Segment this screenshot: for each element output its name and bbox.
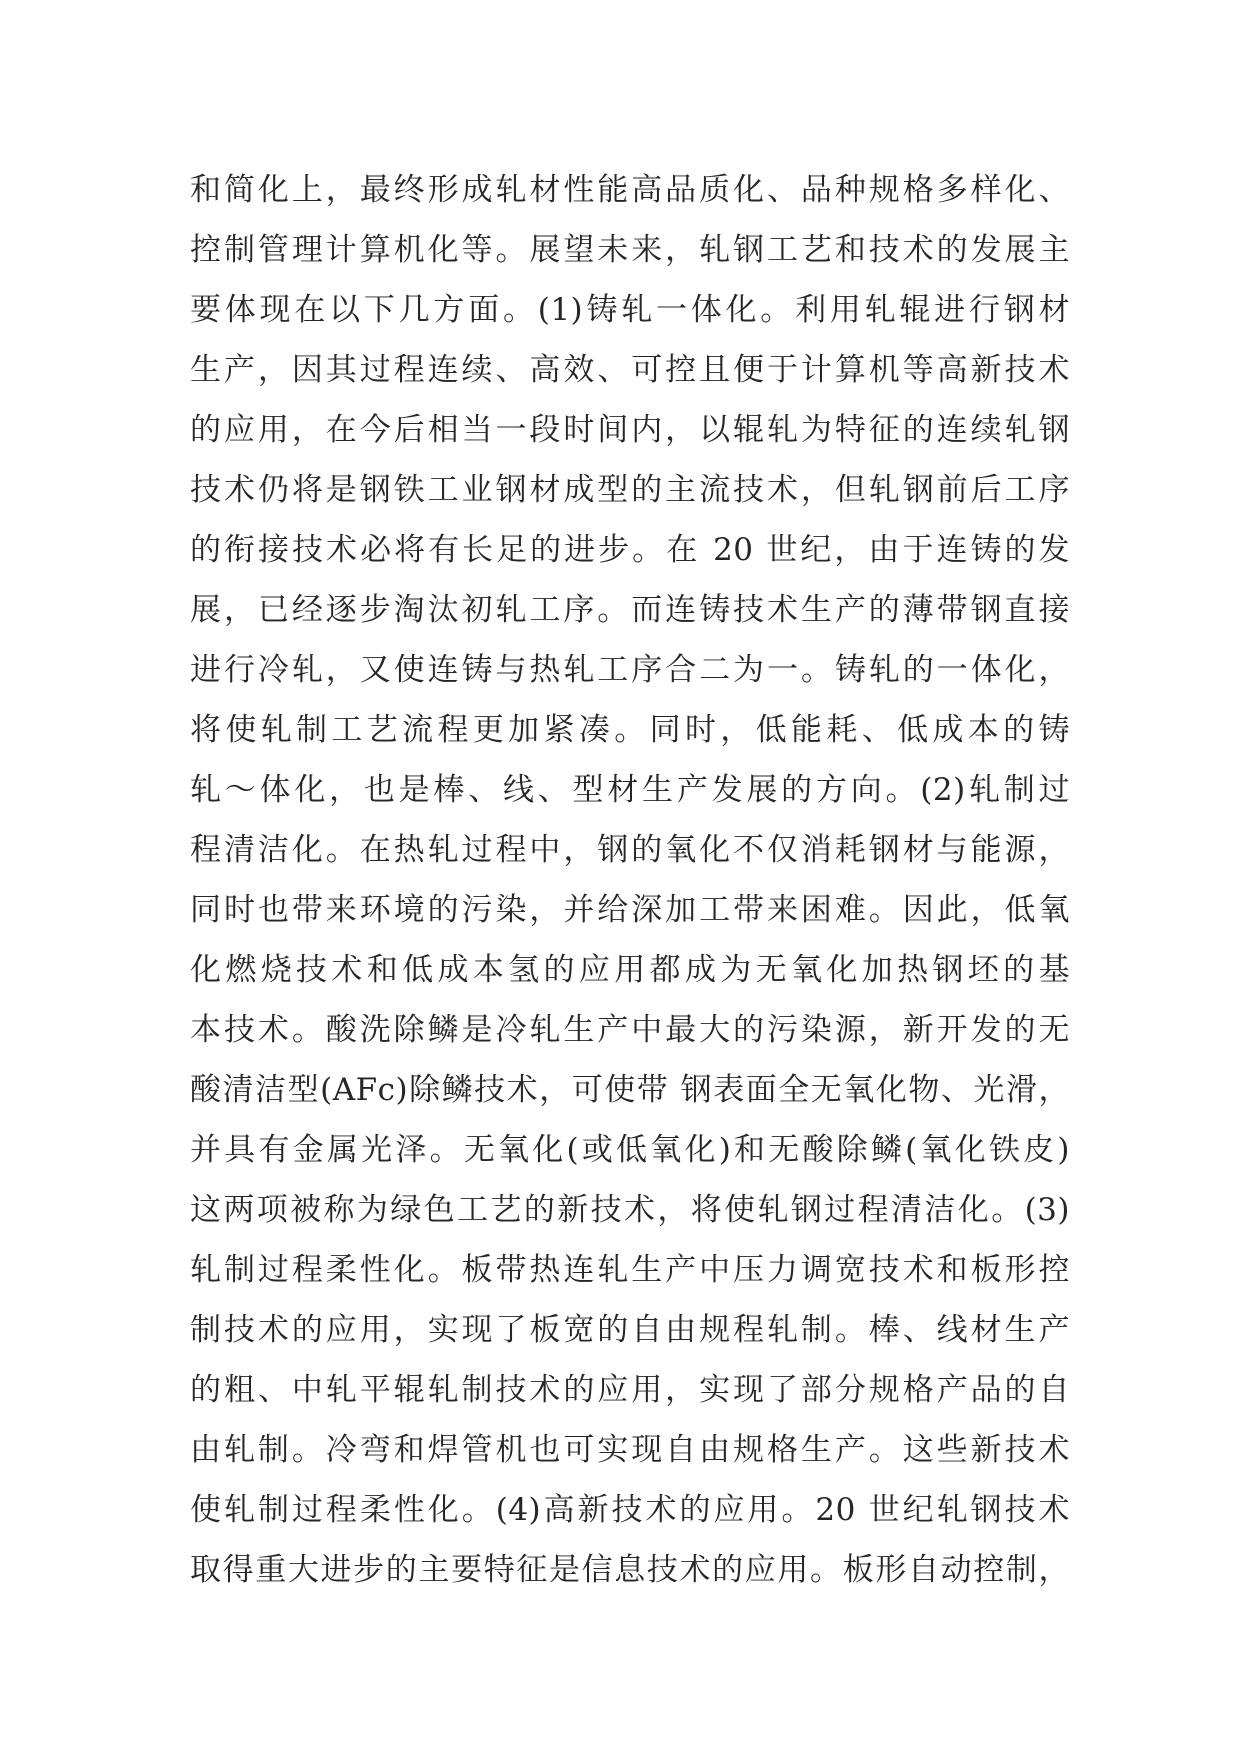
text-line: 酸清洁型(AFc)除鳞技术，可使带 钢表面全无氧化物、光滑， <box>190 1072 1070 1108</box>
text-line: 的应用，在今后相当一段时间内，以辊轧为特征的连续轧钢 <box>190 412 1070 448</box>
body-text <box>190 160 1070 1600</box>
text-line: 并具有金属光泽。无氧化(或低氧化)和无酸除鳞(氧化铁皮) <box>190 1132 1070 1168</box>
text-line: 控制管理计算机化等。展望未来，轧钢工艺和技术的发展主 <box>190 232 1070 268</box>
text-line: 的衔接技术必将有长足的进步。在 20 世纪，由于连铸的发 <box>190 532 1070 568</box>
text-line: 的粗、中轧平辊轧制技术的应用，实现了部分规格产品的自 <box>190 1372 1070 1408</box>
text-line: 本技术。酸洗除鳞是冷轧生产中最大的污染源，新开发的无 <box>190 1012 1070 1048</box>
text-line: 进行冷轧，又使连铸与热轧工序合二为一。铸轧的一体化， <box>190 652 1070 688</box>
text-line: 要体现在以下几方面。(1)铸轧一体化。利用轧辊进行钢材 <box>190 292 1070 328</box>
text-line: 将使轧制工艺流程更加紧凑。同时，低能耗、低成本的铸 <box>190 712 1070 748</box>
text-line: 和简化上，最终形成轧材性能高品质化、品种规格多样化、 <box>190 172 1070 208</box>
text-line: 程清洁化。在热轧过程中，钢的氧化不仅消耗钢材与能源， <box>190 832 1070 868</box>
text-line: 使轧制过程柔性化。(4)高新技术的应用。20 世纪轧钢技术 <box>190 1492 1070 1528</box>
text-line: 化燃烧技术和低成本氢的应用都成为无氧化加热钢坯的基 <box>190 952 1070 988</box>
text-line: 同时也带来环境的污染，并给深加工带来困难。因此，低氧 <box>190 892 1070 928</box>
text-line: 展，已经逐步淘汰初轧工序。而连铸技术生产的薄带钢直接 <box>190 592 1070 628</box>
text-line: 轧制过程柔性化。板带热连轧生产中压力调宽技术和板形控 <box>190 1252 1070 1288</box>
text-line: 这两项被称为绿色工艺的新技术，将使轧钢过程清洁化。(3) <box>190 1192 1070 1228</box>
text-line: 制技术的应用，实现了板宽的自由规程轧制。棒、线材生产 <box>190 1312 1070 1348</box>
text-line: 生产，因其过程连续、高效、可控且便于计算机等高新技术 <box>190 352 1070 388</box>
text-line: 技术仍将是钢铁工业钢材成型的主流技术，但轧钢前后工序 <box>190 472 1070 508</box>
text-line: 轧～体化，也是棒、线、型材生产发展的方向。(2)轧制过 <box>190 772 1070 808</box>
text-line: 由轧制。冷弯和焊管机也可实现自由规格生产。这些新技术 <box>190 1432 1070 1468</box>
text-line: 取得重大进步的主要特征是信息技术的应用。板形自动控制， <box>190 1552 1070 1588</box>
